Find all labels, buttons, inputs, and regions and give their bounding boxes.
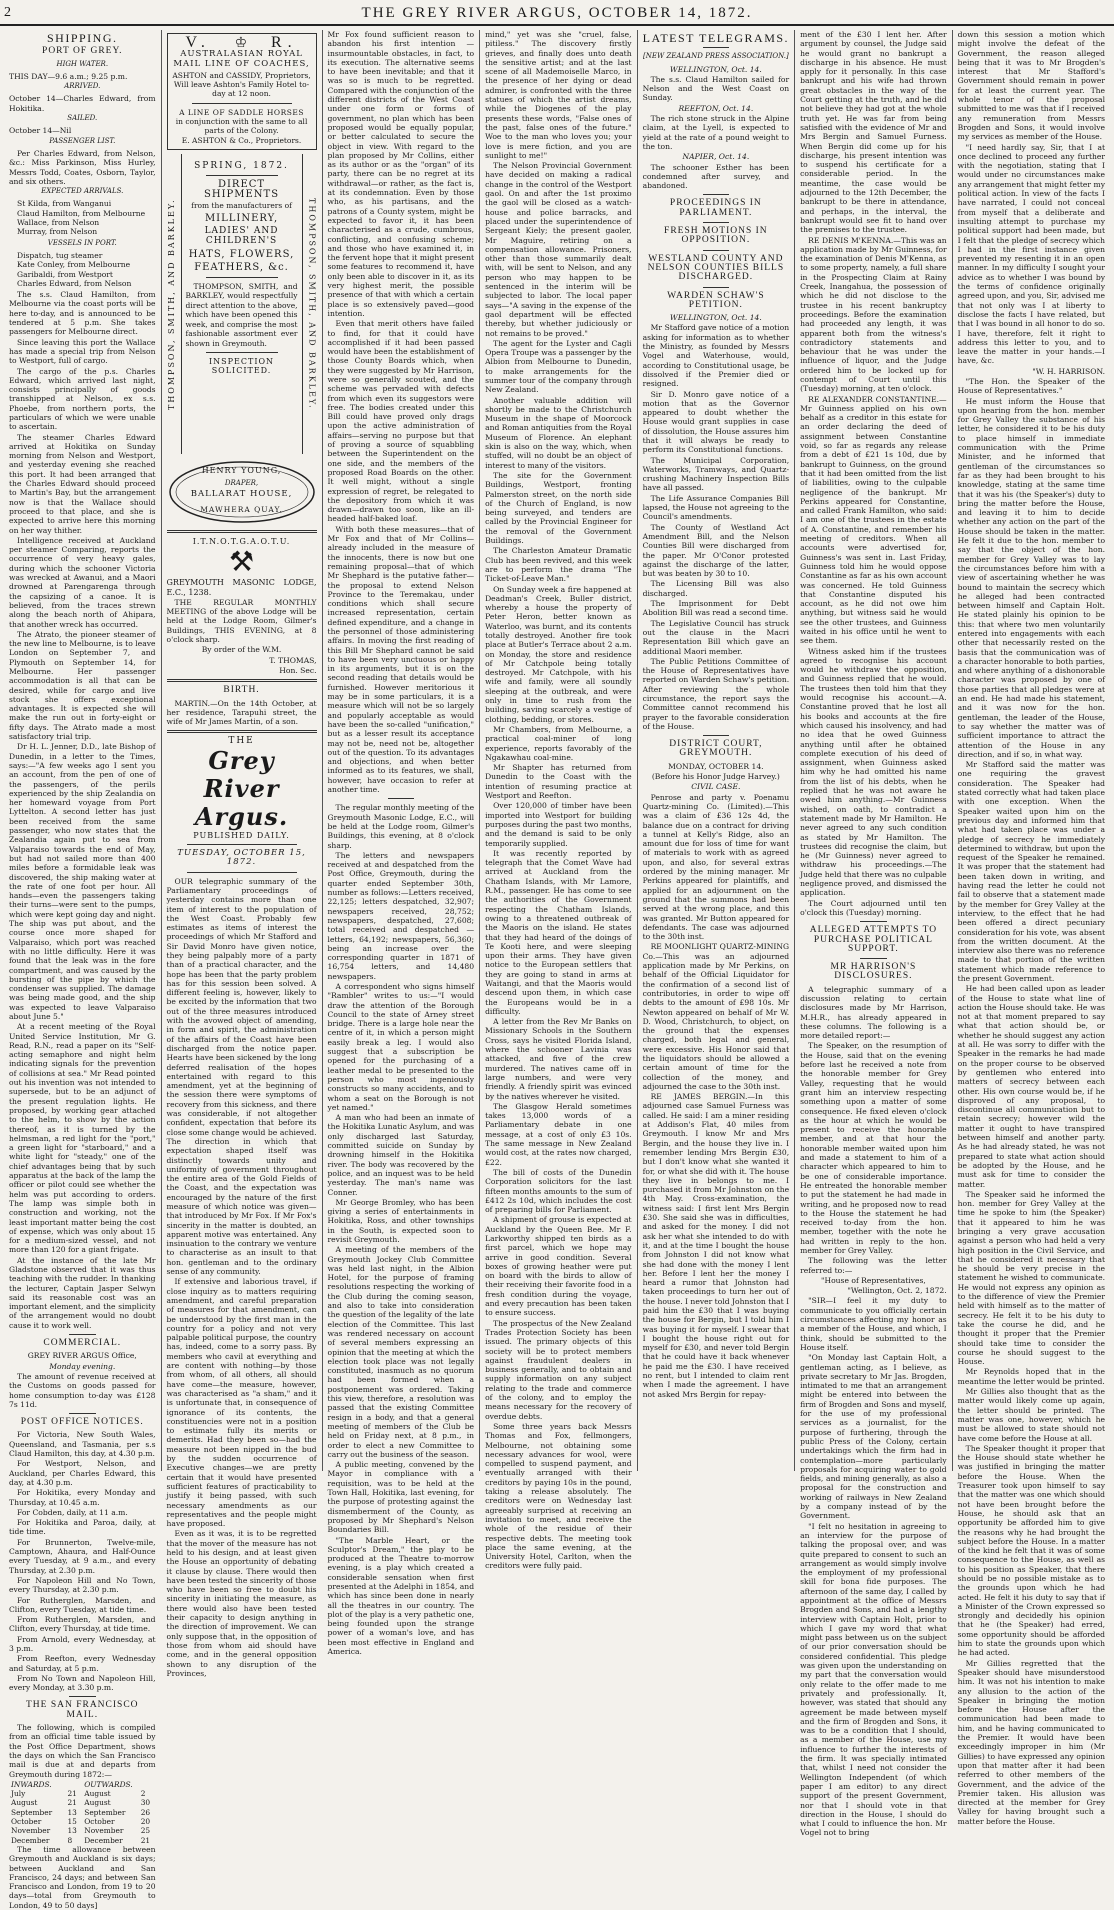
cell: November [11, 1826, 51, 1836]
direct-heading: DIRECT SHIPMENTS [204, 179, 280, 200]
disclosures-heading: MR HARRISON'S DISCLOSURES. [830, 962, 917, 982]
coach-advertisement [167, 33, 317, 150]
coat-of-arms-icon: ♔ [234, 36, 248, 51]
masthead [0, 0, 1114, 26]
millinery-line: MILLINERY, [204, 213, 279, 225]
parliament-dateline: WELLINGTON, Oct. 14. [669, 313, 762, 323]
post-notice: For Westport, Nelson, and Auckland, per Charles Edward, this day, at 4.30 p.m. [9, 1459, 156, 1487]
mawhera-quay: MAWHERA QUAY. [200, 504, 283, 514]
vertical-firm-name: THOMPSON, SMITH, AND BARKLEY. [307, 198, 317, 410]
cell: 20 [140, 1817, 151, 1827]
crest-letter-v: V. [185, 34, 211, 51]
post-notice: For Victoria, New South Wales, Queensland, and Tasmania, per s.s Claud Hamilton, this day, at 4.30 p.m. [9, 1430, 156, 1459]
paper-dateline: TUESDAY, OCTOBER 15, 1872. [177, 848, 306, 868]
column-4 [480, 30, 638, 1571]
post-notice: For Cobden, daily, at 11 a.m. [17, 1507, 128, 1517]
post-notice: From Rutherglen, Marsden, and Clifton, every Thursday, at tide time. [9, 1615, 156, 1634]
article-paragraph: It was recently reported by telegraph that the Comet Wave had arrived at Auckland from the Chatham Islands, with Mr Lamore, R.M., passenger. He has come to see the authorities of the Government respecting the Chatham Islands, owing to a threatened outbreak of the Maoris on the island. He states that they had heard of the doings of Te Kooti here, and were sleeping upon their arms. They have given notice to the European settlers that they are going to stand in arms at Waitangi, and that the Maoris would descend upon them, in which case the Europeans would be in a difficulty. [485, 848, 632, 1016]
article-paragraph: The regular monthly meeting of the Greymouth Masonic Lodge, E.C., will be held at the Lodge room, Gilmer's Buildings, this evening, at 8 o'clock sharp. [327, 803, 475, 850]
article-paragraph: A telegraphic summary of a discussion relating to certain disclosures made by Mr Harrison, M.H.R., has already appeared in these columns. The following is a more detailed report:— [800, 984, 947, 1041]
divider [703, 222, 730, 223]
vertical-firm-name: THOMPSON, SMITH, AND BARKLEY. [166, 198, 176, 410]
post-office-heading: POST OFFICE NOTICES. [20, 1417, 144, 1428]
warden-heading: WARDEN SCHAW'S PETITION. [667, 290, 765, 310]
from-makers: from the manufacturers of [191, 200, 292, 210]
cell: 15 [67, 1817, 77, 1827]
article-paragraph: Mr Chambers, from Melbourne, a practical coal-miner of long experience, reports favorably of the Ngakawhau coal-mine. [485, 724, 632, 762]
letter-paragraph: "SIR—I feel it my duty to communicate to you officially certain circumstances affecting my honor as a member of the House, and which, I think, should be submitted to the House itself. [800, 1296, 947, 1352]
telegram-text: The rich stone struck in the Alpine claim, at the Lyell, is expected to yield at the rate of a pound weight to the ton. [642, 114, 790, 151]
shipping-news: At a recent meeting of the Royal United Service Institution, Mr G. Read, R.N., read a paper on its "Self-acting semaphore and night helm indicating signals for the prevention of collisions at sea." Mr Read pointed out his invention was not intended to supersede, but to be an adjunct of the present regulation lights. He proposed, by working gear attached to the helm, to show by the action thereof, as it is turned by the helmsman, a red light for the "port," a green light for "starboard," and a white light for "steady," one of the chief advantages being that by such apparatus at the back of the lamp the officer or pilot could see whether the helm was put according to orders. The lamp was simple both in construction and working, not the least important matter being the cost of expense, which was only about 15 for a medium-sized vessel, and not more than 120 for a giant frigate. [9, 1022, 156, 1255]
divider [703, 47, 730, 48]
shipping-heading: SHIPPING. [47, 31, 118, 45]
column-2 [162, 30, 323, 1678]
column-5 [638, 30, 796, 1471]
article-paragraph: The bill of costs of the Dunedin Corporation solicitors for the last fifteen months amounts to the sum of £412 2s 10d, which includes the cost of preparing bills for Parliament. [485, 1167, 632, 1215]
cell: August [84, 1789, 111, 1799]
inport-heading: VESSELS IN PORT. [47, 238, 117, 247]
list-item: Charles Edward, from Nelson [17, 278, 132, 288]
cell: October [84, 1817, 115, 1827]
lodge-heading: GREYMOUTH MASONIC LODGE, E.C., 1238. [166, 578, 317, 597]
feathers-line: FEATHERS, &c. [194, 262, 289, 274]
high-water-heading: HIGH WATER. [56, 59, 109, 68]
divider [167, 679, 317, 682]
table-row [9, 1836, 156, 1845]
cell: December [84, 1835, 123, 1845]
commercial-heading: COMMERCIAL. [43, 1338, 122, 1349]
divider [167, 530, 317, 533]
paper-name: Grey River Argus. [194, 745, 289, 831]
lodge-secretary: Hon. Sec. [279, 665, 317, 675]
list-item: Murray, from Nelson [17, 227, 98, 237]
letter-paragraph: "On Monday last Captain Holt, a gentleman acting, as I believe, as private secretary to Mr Jas. Brogden, intimated to me that an arrangement might be entered into between the firm of Brogden and Sons and myself, for the use of my professional services as a journalist, for the purpose of furthering, through the public Press of the Colony, certain undertakings which the firm had in contemplation—more particularly proposals for acquiring water to gold fields, and mining generally, as also a proposal for the construction and working of railways in New Zealand by a company instead of by the Government. [800, 1353, 947, 1521]
parliament-item: The County of Westland Act Amendment Bill, and the Nelson Counties Bill were discharged from the paper. Mr O'Conor protested against the discharge of the latter, but was beaten by 30 to 10. [642, 522, 790, 579]
table-row [9, 1798, 156, 1807]
column-7 [953, 30, 1110, 1826]
lodge-text: THE REGULAR MONTHLY MEETING of the above Lodge will be held at the Lodge Room, Gilmer's Buildings, THIS EVENING, at 8 o'clock sharp. [166, 597, 317, 645]
letter-signature: "W. H. HARRISON. [1032, 366, 1106, 376]
shipping-news: The cargo of the p.s. Charles Edward, which arrived last night, consists principally of goods transhipped at Nelson, ex s.s. Phoebe, from northern ports, the particulars of which we were unable to ascertain. [9, 366, 156, 432]
article-paragraph: The Speaker, on the resumption of the House, said that on the evening before last he received a note from the honorable member for Grey Valley, requesting that he would grant him an interview respecting something upon a matter of some consequence. He fixed eleven o'clock as the hour at which he would be present to receive the honorable member, and at that hour the honorable member waited upon him and made a statement to him of a character which appeared to him to be one of considerable importance. He entreated the honorable member to put the statement he had made in writing, and he proposed now to read to the House the statement he had received to-day from the hon. member, together with the note he had written in reply to the hon. member for Grey Valley. [800, 1041, 947, 1255]
cell: 26 [140, 1807, 151, 1817]
divider [860, 958, 887, 959]
letter-recipient: "The Hon. the Speaker of the House of Representatives." [957, 376, 1106, 396]
post-notice: For Napoleon Hill and No Town, every Thursday, at 2.30 p.m. [9, 1575, 156, 1595]
article-paragraph: Mr Gillies also thought that as the matter would likely come up again, the letter should be printed. The matter was one, however, which he must be allowed to state should not have come before the House at all. [957, 1387, 1106, 1443]
parliament-item: The Legislative Council has struck out the clause in the Macri Representation Bill which gave an additional Maori member. [642, 618, 790, 656]
list-item: Wallace, from Nelson [17, 218, 100, 228]
court-heading: DISTRICT COURT, GREYMOUTH. [669, 739, 763, 759]
col-header: OUTWARDS. [84, 1779, 133, 1789]
telegrams-heading: LATEST TELEGRAMS. [642, 31, 790, 45]
letter-paragraph: "I felt no hesitation in agreeing to an interview for the purpose of talking the proposal over, and was quite prepared to consent to such an arrangement as would simply involve the employment of my professional skill for bona fide purposes. The afternoon of the same day, I called by appointment at the office of Messrs Brogden and Sons, and had a lengthy interview with Captain Holt, prior to which I gave my word that what might pass between us on the subject of our prior conversation should be considered confidential. This pledge was given upon the understanding on my part that the conversation would only relate to the offer made to me privately and professionally. It, however, was stated that should any agreement be made between myself and the firm of Brogden and Sons, it was to be a condition that I should, as a member of the House, use my influence to further the interests of the firm. It was specially intimated that, whilst I need not consider the Wellington Independent (of which paper I am editor) to any direct support of the present Government, nor that I should vote in that direction in the House, I should do what I could to influence the hon. Mr Vogel not to bring [800, 1521, 947, 1838]
divider [69, 1413, 96, 1414]
list-item: Claud Hamilton, from Melbourne [17, 208, 146, 218]
millinery-advertisement [167, 154, 317, 454]
paper-published: PUBLISHED DAILY. [193, 830, 290, 840]
court-date: MONDAY, OCTOBER 14. [668, 761, 764, 771]
table-row [9, 1808, 156, 1817]
article-paragraph: Some three years back Messrs Thomas and Fox, fellmongers, Melbourne, not obtaining some necessary advances for wool, were compelled to suspend payment, and eventually arranged with their creditors by paying 10s in the pound, taking a release absolutely. The creditors were on Wednesday last agreeably surprised at receiving an invitation to meet, and receive the whole of the residue of their respective debts. The meeting took place the same evening, at the University Hotel, Carlton, when the creditors were fully paid. [485, 1421, 632, 1571]
divider [860, 921, 887, 922]
table-row [9, 1817, 156, 1826]
article-paragraph: He must inform the House that upon hearing from the hon. member for Grey Valley the substance of his letter, he considered it to be his duty to place himself in immediate communication with the Prime Minister, and he informed that gentleman of the circumstances so far as they had been brought to his knowledge, stating at the same time that it was his (the Speaker's) duty to bring the matter before the House, and leaving it to him to decide whether any action on the part of the House should be taken in the matter. He felt it due to the hon. member to say that the object of the hon. member for Grey Valley was to lay the circumstances before him with a view of ascertaining whether he was bound to maintain the secrecy which he alleged had been contracted between himself and Captain Holt. He stated plainly his opinion to be this: that where two men voluntarily entered into engagements with each other that necessarily rested on the basis that the communication was of a character honorable to both parties, and where anything of a dishonorable character was proposed by one of those parties that all pledges were at an end. He had made his statement, and it was now for the hon. gentleman, the leader of the House, to say whether the matter was of sufficient importance to attract the attention of the House in any direction, and if so, in what way. [957, 396, 1106, 759]
ballarat-house: BALLARAT HOUSE, [190, 488, 293, 499]
divider [206, 352, 278, 353]
article-paragraph: The Glasgow Herald sometimes takes 13,000 words of a Parliamentary debate in one message, at a cost of only £3 10s. The same message in New Zealand would cost, at the rates now charged, £22. [485, 1101, 632, 1167]
shipping-news: Dr H. L. Jenner, D.D., late Bishop of Dunedin, in a letter to the Times, says:—"A few weeks ago I sent you an account, from the pen of one of the passengers, of the perils experienced by the ship Zealandia on her homeward voyage from Port Lyttelton. A second letter has just been received from the same passenger, who now states that the Zealandia again put to sea from Valparaiso towards the end of May, but had not sailed more than 400 miles before a formidable leak was discovered, the ship making water at the rate of one foot per hour. All hands—even the passengers taking their turns—were sent to the pumps, which were kept going day and night. The ship was put about, and the course once more shaped for Valparaiso, which port was reached with no little difficulty. Here it was found that the leak was in the fore compartment, and was caused by the bursting of the pipe by which the condenser was supplied. The damage was being made good, and the ship was expected to leave Valparaiso about June 5." [9, 742, 156, 1021]
article-paragraph: A letter from the Rev Mr Banks on Missionary Schools in the Southern Cross, says he visited Florida Island, where the schooner Lavinia was attacked, and five of the crew murdered. The natives came off in large numbers, and were very friendly. A friendly spirit was evinced by the natives wherever he visited. [485, 1017, 632, 1101]
draper-label: DRAPER, [224, 478, 259, 487]
masonic-compass-icon: ⚒ [228, 545, 255, 579]
article-paragraph: The Speaker said he informed the hon. member for Grey Valley at the time he spoke to him (the Speaker) that it appeared to him he was bringing a very grave accusation against a person who had held a very high position in the Civil Service, and that he considered it necessary that he should be very precise in the statement he wished to communicate. He would not express any opinion as to the difference of view the Premier held with himself as to the matter of secrecy. He felt it to be his duty to take the course he did, and he thought it proper that the Premier should take time to consider the course he should suggest to the House. [957, 1189, 1106, 1367]
birth-heading: BIRTH. [223, 685, 260, 696]
henry-young-name: HENRY YOUNG, [201, 465, 282, 475]
paper-title-block [167, 737, 317, 840]
divider [69, 1334, 96, 1335]
article-paragraph: With both these measures—that of Mr Fox and that of Mr Collins—already included in the measure of the innocents, there is now but one remaining proposal—that of which Mr Shephard is the putative father—the proposal to extend Nelson Province to the Teremakau, under conditions which shall secure increased representation, certain defined expenditure, and a change in the personnel of those administering affairs. In moving the first reading of this Bill Mr Shephard cannot be said to have been very unctuous or happy in its arguments, but it is on the second reading that details would be furnished. However meritorious it may be in some particulars, it is a measure which will not be so largely and popularly acceptable as would have been the so-called "unification," but as a lesser result its acceptance may not be, need not be, altogether out of the question. To its advantages and objections, and when better informed as to its features, we shall, however, have occasion to refer at another time. [327, 524, 475, 795]
telegram-dateline: NAPIER, Oct. 14. [682, 152, 750, 162]
article-paragraph: "The Marble Heart, or the Sculptor's Dream," the play to be produced at the Theatre to-morrow evening, is a play which created a considerable sensation when first presented at the Adelphi in 1854, and which has since been done in nearly all the theatres in our country. The plot of the play is a very pathetic one, being founded upon the strange power of a woman's love, and has been most effective in England and America. [327, 1535, 475, 1657]
article-paragraph: On Sunday week a fire happened at Deadman's Creek, Buller district, whereby a house the property of Peter Heron, better known as Waterloo, was burnt, and its contents totally destroyed. Another fire took place at Butler's Terrace about 2 a.m. on Monday, the store and residence of Mr Catchpole being totally destroyed. Mr Catchpole, with his wife and family, were all soundly sleeping at the outbreak, and were only in time to rush from the building, saving scarcely a vestige of clothing, bedding, or stores. [485, 584, 632, 724]
article-paragraph: Over 120,000 of timber have been imported into Westport for building purposes during the past two months, and the demand is said to be only temporarily supplied. [485, 801, 632, 848]
table-header [9, 1780, 156, 1789]
article-paragraph: Mr Reynolds hoped that in the meantime the letter would be printed. [957, 1367, 1106, 1386]
article-paragraph: The agent for the Lyster and Cagli Opera Troupe was a passenger by the Albion from Melbourne to Dunedin, to make arrangements for the summer tour of the company through New Zealand. [485, 338, 632, 395]
page-number: 2 [4, 5, 11, 20]
table-row [9, 1789, 156, 1798]
article-paragraph: He had been called upon as leader of the House to state what line of action the House should take. He was not at that moment prepared to say what that action should be, or whether he should suggest any action at all. He was sorry to differ with the Speaker in the remarks he had made on the proper course to be observed by gentlemen who entered into matters of secrecy between each other. His own course would be, if he disproved of any proposal, to discontinue all communication but to retain secrecy; however wild the matter it ought to have transpired between himself and another party. As he had already stated, he was not prepared to state what action should be adopted by the House, and he must ask for time to consider the matter. [957, 984, 1106, 1189]
parliament-heading: PROCEEDINGS IN PARLIAMENT. [669, 198, 762, 218]
parliament-item: The Imprisonment for Debt Abolition Bill was read a second time. [642, 599, 790, 618]
letter-address: "House of Representatives, [820, 1275, 926, 1285]
cell: 21 [67, 1789, 77, 1799]
article-paragraph: Another valuable addition will shortly be made to the Christchurch Museum in the shape of Moorcock and Roman antiquities from the Royal Museum of Florence. An elephant skin is also on the way, which, when stuffed, will no doubt be an object of interest to many of the visitors. [485, 395, 632, 470]
commercial-text: The amount of revenue received at the Customs on goods passed for home consumption to-day was £128 7s 11d. [9, 1371, 156, 1409]
article-paragraph: "I need hardly say, Sir, that I at once declined to proceed any further with the negotiation, stating that I would under no circumstances make any arrangement that might fetter my political action. In view of the facts I have narrated, I could not conceal from myself that a deliberate and insulting attempt to purchase my political support had been made, but I felt that the pledge of secrecy which I had in the first instance given prevented my resenting it in an open manner. In my difficulty I sought your advice as to whether I was bound by the terms of confidence originally agreed upon, and you, Sir, advised me that not only was I at liberty to disclose the facts I have related, but that I was bound in all honor to do so. I have, therefore, felt it right to address this letter to you, and to leave the matter in your hands.—I have, &c. [957, 142, 1106, 366]
cell: September [11, 1807, 53, 1817]
ladies-line: LADIES' AND CHILDREN'S [204, 226, 279, 246]
list-item: St Kilda, from Wanganui [17, 199, 112, 209]
divider [187, 844, 297, 845]
post-notice: For Hokitika, every Monday and Thursday, at 10.45 a.m. [9, 1488, 156, 1507]
paper-the: THE [228, 736, 255, 747]
sailed-line: October 14—Nil [9, 126, 72, 136]
crest-letter-r: R. [270, 34, 298, 51]
column-1 [4, 30, 162, 1910]
mail-title: AUSTRALASIAN ROYAL MAIL LINE OF COACHES, [173, 49, 310, 69]
port-heading: PORT OF GREY. [42, 46, 123, 57]
court-case: ment of the £30 I lent her. After argument by counsel, the Judge said he would grant no bankrupt a discharge in his absence. He must apply for it personally. In this case bankrupt and his wife had thrown great obstacles in the way of the Court getting at the truth, and he did not believe they had got at the whole truth yet. He was far from being satisfied with the evidence of Mr and Mrs Bergin and Samuel Furness. When Bergin did come up for his discharge, his present intention was to suspend his certificate for a considerable period. In the meantime, the case would be adjourned to the 12th December, the bankrupt to be there in attendance, and perhaps, in the interval, the bankrupt would see fit to hand over the premises to the trustee. [800, 30, 947, 235]
article-paragraph: A correspondent who signs himself "Rambler" writes to us:—"I would draw the attention of the Borough Council to the state of Arney street bridge. There is a large hole near the centre of it, in which a person might easily break a leg. I would also suggest that a subscription be opened for the purchasing of a leather medal to be presented to the person who most ingeniously constructs so many accidents, and to whom a seat on the Borough is not yet named." [327, 981, 475, 1112]
article-paragraph: A public meeting, convened by the Mayor in compliance with a requisition, was to be held at the Town Hall, Hokitika, last evening, for the purpose of protesting against the dismemberment of the County, as proposed by Mr Shephard's Nelson Boundaries Bill. [327, 1460, 475, 1535]
expected-heading: EXPECTED ARRIVALS. [41, 187, 124, 196]
court-case: Penrose and party v. Poenamu Quartz-mining Co. (Limited).—This was a claim of £36 12s 4d, the balance due on a contract for driving a tunnel at Kelly's Ridge, also an amount due for loss of time for want of materials to work with as agreed upon, and also, for several extras ordered by the mining manager. Mr Perkins appeared for plaintiffs, and applied for an adjournment on the ground that the summons had been served at the wrong place, and this was granted. Mr Button appeared for defendants. The case was adjourned to the 30th inst. [642, 792, 790, 942]
col-header: INWARDS. [11, 1779, 52, 1789]
cell: October [11, 1817, 42, 1827]
court-case: The Court adjourned until ten o'clock this (Tuesday) morning. [800, 898, 947, 917]
article-paragraph: The Speaker thought it proper that the House should state whether he was justified in bringing the matter before the House. When the Treasurer took upon himself to say that the matter was one which should not have been brought before the House, he should ask that an opportunity be afforded him to give the reasons why he had brought the subject before the House. In a matter of the kind he felt that it was of some consequence to the House, as well as to his position as Speaker, that there should be no possible mistake as to the grounds upon which he had acted. He felt it his duty to say that if a Minister of the Crown expressed so strongly and decidedly his opinion that he (the Speaker) had erred, some opportunity should be afforded him to state the grounds upon which he had acted. [957, 1443, 1106, 1658]
saddle-signature: E. ASHTON & Co., Proprietors. [181, 135, 302, 145]
telegram-text: The s.s. Claud Hamilton sailed for Nelson and the West Coast on Sunday. [642, 74, 790, 103]
spring-heading: SPRING, 1872. [194, 160, 289, 171]
article-paragraph: Mr George Bromley, who has been giving a series of entertainments in Hokitika, Ross, and other townships in the South, is expected soon to revisit Greymouth. [327, 1197, 475, 1244]
parliament-item: The Public Petitions Committee of the House of Representatives have reported on Warden Schaw's petition. After reviewing the whole circumstance, the report says the Committee cannot recommend his prayer to the favorable consideration of the House. [642, 656, 790, 731]
arrived-line: October 14—Charles Edward, from Hokitika. [9, 94, 156, 113]
cell: November [84, 1826, 124, 1836]
article-paragraph: A shipment of grouse is expected at Auckland by the Queen Bee. Mr F. Larkworthy shipped ten birds as a first parcel, which we hope may arrive in good condition. Several boxes of growing heather were put on board with the birds to allow of their receiving their favorite food in a fresh condition during the voyage, and every precaution has been taken to ensure success. [485, 1215, 632, 1318]
cell: September [84, 1807, 126, 1817]
article-paragraph: A meeting of the members of the Greymouth Jockey Club Committee was held last night, in the Albion Hotel, for the purpose of framing resolutions respecting the working of the Club during the coming season, and also to take into consideration the question of the legality of the late election of the Committee. This last was rendered necessary on account of several members expressing an opinion that the meeting at which the election took place was not legally constituted, inasmuch as no quorum had been formed when a postponement was ordered. Taking this view, therefore, a resolution was passed that the existing Committee resign in a body, and that a general meeting of members of the Club be held on Friday next, at 8 p.m., in order to elect a new Committee to carry out the business of the season. [327, 1245, 475, 1459]
parliament-item: The Municipal Corporation, Waterworks, Tramways, and Quartz-crushing Machinery Inspection Bills have all passed. [642, 455, 790, 493]
article-paragraph: The Charleston Amateur Dramatic Club has been revived, and this week are to perform the drama "The Ticket-of-Leave Man." [485, 546, 632, 584]
court-case: RE DENIS M'KENNA.—This was an application made by Mr Guinness, for the examination of Denis M'Kenna, as to some property, namely, a full share in the Prospecting Claim at Rainy Creek, Inangahua, the possession of which he did not disclose to the trustee in his recent bankruptcy proceedings. Before the examination had proceeded any length, it was apparent both from the witness's contradictory statements and behaviour that he was under the influence of liquor, and the Judge ordered him to be locked up for contempt of Court until this (Tuesday) morning, at ten o'clock. [800, 235, 947, 394]
post-notice: For Brunnerton, Twelve-mile, Camptown, Ahaura, and Half-Ounce every Tuesday, at 9 a.m., and every Thursday, at 2.30 p.m. [9, 1537, 156, 1575]
cell: 21 [140, 1835, 151, 1845]
saddle-text: in conjunction with the same to all parts of the Colony. [175, 117, 308, 136]
divider [187, 872, 297, 873]
court-judge: (Before his Honor Judge Harvey.) [651, 772, 780, 782]
royal-crest [172, 34, 312, 51]
post-notice: For Hokitika and Paroa, daily, at tide time. [9, 1518, 156, 1537]
post-notice: For Rutherglen, Marsden, and Clifton, every Tuesday, at tide time. [9, 1595, 156, 1614]
newspaper-page [4, 30, 1110, 1910]
arrived-heading: ARRIVED. [64, 82, 101, 91]
article-paragraph: The site for the Government Buildings, Westport, fronting Palmerston street, on the north side of the Church of England, is now being surveyed, and tenders are called by the Provincial Engineer for the removal of the Government Buildings. [485, 470, 632, 546]
court-case: RE ALEXANDER CONSTANTINE.—Mr Guinness applied on his own behalf as a creditor in this estate for an order declaring the deed of assignment between Constantine void, so far as regards any release from a debt of £21 1s 10d, due by bankrupt to Guinness, on the ground that it had been omitted from the list of liabilities, owing to the culpable negligence of the bankrupt. Mr Perkins appeared for Constantine, and called Frank Hamilton, who said: I am one of the trustees in the estate of A. Constantine, and remember his meeting of creditors. When all accounts were advertised for, Guinness's was sent in. Last Friday, Guinness told him he would oppose Constantine as far as his own account was concerned. He told Guinness that Constantine disputed his account, as he did not owe him anything, but witness said he would see the other trustees, and Guinness waited in his office until he went to see them. [800, 394, 947, 646]
court-civil: CIVIL CASE. [691, 782, 741, 792]
cell: August [84, 1798, 111, 1808]
shipping-news: The s.s. Claud Hamilton, from Melbourne via the coast ports will be here to-day, and is announced to be tendered at 5 p.m. She takes passengers for Melbourne direct. [9, 290, 156, 337]
column-6 [795, 30, 953, 1838]
inspection-line: INSPECTION SOLICITED. [209, 357, 275, 376]
lodge-initials: I.T.N.O.T.G.A.O.T.U. [192, 536, 291, 546]
court-case: RE MOONLIGHT QUARTZ-MINING Co.—This was an adjourned application made by Mr Perkins, on behalf of the Official Liquidator for the confirmation of a second list of contributories, in order to wipe off debts to the amount of £98 10s. Mr Newton appeared on behalf of Mr W. D. Wood, Christchurch, to object, on the ground that the expenses charged, both legal and general, were excessive. His Honor said that the liquidators should be allowed a certain amount of time for the collection of the money, and adjourned the case to the 30th inst. [642, 942, 790, 1091]
mail-owners: ASHTON and CASSIDY, Proprietors, [172, 70, 311, 80]
shipping-news: The Atrato, the pioneer steamer of the new line to Melbourne, is to leave London on September 7, and Plymouth on September 14, for Melbourne. Her passenger accommodation is all that can be desired, while for cargo and live stock she offers exceptional advantages. It is expected she will make the run out in forty-eight or fifty days. The Atrato made a most satisfactory trial trip. [9, 629, 156, 742]
article-paragraph: The letters and newspapers received at and despatched from the Post Office, Greymouth, during the quarter ended September 30th, number as follows:—Letters received, 22,125; letters despatched, 32,907; newspapers received, 28,752; newspapers, despatched, 27,608; total received and despatched — letters, 64,192; newspapers, 56,360; being an increase over the corresponding quarter in 1871 of 16,754 letters, and 14,480 newspapers. [327, 850, 475, 981]
divider [703, 194, 730, 195]
divider [206, 277, 278, 278]
divider [703, 735, 730, 736]
post-notice: From No Town and Napoleon Hill, every Monday, at 3.30 p.m. [9, 1673, 156, 1693]
letter-date: "Wellington, Oct. 2, 1872. [847, 1286, 947, 1296]
sanfran-footer: The time allowance between Greymouth and Auckland is six days; between Auckland and San Francisco, 24 days; and between San Francisco and London, from 19 to 20 days—total from Greymouth to London, 49 to 50 days] [9, 1844, 156, 1910]
cell: 30 [140, 1798, 151, 1808]
editorial-paragraph: Even as it was, it is to be regretted that the mover of the measure has not held to his design, and at least given the House an opportunity of debating it clause by clause. There would then have been tested the sincerity of those who have been so free to doubt his sincerity in initiating the measure, as there would also have been tested their capacity to design anything in the direction of improvement. We can only suppose that, in the opposition of those from whom aid should have come, and in the general opposition shown to any disruption of the Provinces, [166, 1529, 317, 1678]
article-paragraph: Even that merit others have failed to find, for that it could have accomplished if it had been passed would have been the establishment of those County Boards which, when they were suggested by Mr Harrison, were so generally scouted, and the scheme was pervaded with defects from which even its suggestors were free. The bodies created under this Bill could have proved only drags upon the active administration of affairs—serving no purpose but that of proving a source of squabbling between the Superintendent on the one side, and the members of the proposed Road Boards on the other. It well might, without a single expression of regret, be relegated to the depository from which it was drawn—drawn too soon, like an ill-headed half-baked loaf. [327, 319, 475, 524]
cell: 25 [140, 1826, 151, 1836]
lodge-signature: T. THOMAS, [269, 655, 317, 665]
telegram-text: The schooner Esther has been condemned after survey, and abandoned. [642, 162, 790, 191]
sanfran-table [9, 1780, 156, 1845]
parliament-item: The Licensing Bill was also discharged. [642, 579, 790, 598]
telegrams-source: [NEW ZEALAND PRESS ASSOCIATION.] [642, 52, 789, 61]
article-paragraph: down this session a motion which might involve the defeat of the Government, the reason alleged being that it was to Mr Brogden's interest that Mr Stafford's Government should remain in power for at least the current year. The whole tenor of the proposal submitted to me was that if I received any remuneration from Messrs Brogden and Sons, it would involve my services as member of the House. [957, 30, 1106, 142]
birth-notice: MARTIN.—On the 14th October, at her residence, Tarapuhi street, the wife of Mr James Martin, of a son. [166, 698, 317, 727]
sanfran-text: The following, which is compiled from an official time table issued by the Post Office Department, shows the days on which the San Francisco mail is due at and departs from Greymouth during 1872:— [9, 1723, 156, 1779]
parliament-item: The Life Assurance Companies Bill lapsed, the House not agreeing to the Council's amendments. [642, 493, 790, 522]
divider [206, 175, 278, 176]
cell: July [11, 1789, 26, 1799]
millinery-body [181, 154, 303, 454]
article-paragraph: A man who had been an inmate of the Hokitika Lunatic Asylum, and was only discharged last Saturday, committed suicide on Sunday by drowning himself in the Hokitika river. The body was recovered by the police, and an inquest was to be held yesterday. The man's name was Conner. [327, 1113, 475, 1197]
article-paragraph: Mr Stafford said the matter was one requiring the gravest consideration. The Speaker had stated correctly what had taken place with one exception. When the Speaker waited upon him on the previous day and informed him that what had taken place was under a pledge of secrecy he immediately determined to withdraw, but upon the request of the Speaker he remained. It was proper that the statement had been taken down in writing, and having read the letter he could not fail to observe that a statement made by the member for Grey Valley at the interview, to the effect that he had been offered a direct pecuniary consideration for his vote, was absent from the written document. At the interview also there was no reference made to that portion of the written statement which made reference to the present Government. [957, 760, 1106, 983]
high-water-line: THIS DAY—9.6 a.m.; 9.25 p.m. [9, 71, 128, 81]
sailed-heading: SAILED. [67, 114, 98, 123]
hats-line: HATS, FLOWERS, [188, 249, 295, 261]
article-paragraph: The prospectus of the New Zealand Trades Protection Society has been issued. The primary objects of this society will be to protect members against fraudulent dealers in business generally, and to obtain and supply information on any subject relating to the trade and commerce of the colony, and to employ the means necessary for the recovery of overdue debts. [485, 1318, 632, 1421]
fresh-motions-heading: FRESH MOTIONS IN OPPOSITION. [664, 226, 768, 246]
list-item: Kate Conley, from Melbourne [17, 260, 131, 270]
mail-text: Will leave Ashton's Family Hotel to-day at 12 noon. [173, 80, 310, 99]
divider [167, 730, 317, 733]
cell: 2 [140, 1789, 146, 1799]
telegram-dateline: REEFTON, Oct. 14. [678, 103, 754, 113]
commercial-day: Monday evening. [49, 1361, 116, 1371]
court-case: Witness asked him if the trustees agreed to recognise his account would he withdraw the opposition, and Guinness replied that he would. The trustees then told him that they would recognise his account.—A. Constantine proved that he lost all his books and accounts at the fire which caused his insolvency, and had no idea that he owed Guinness anything until after he obtained complete execution of his deed of assignment, when Guinness asked him why he had omitted his name from the list of his debts, when he replied that he was not aware he owed him anything.—Mr Guinness wished, on oath, to contradict a statement made by Mr Hamilton. He never agreed to any such condition as stated by Mr Hamilton. The trustees did recognise the claim, but he (Mr Guinness) never agreed to withdraw his proceedings.—The Judge held that there was no culpable negligence proved, and dismissed the application. [800, 646, 947, 898]
table-row [9, 1826, 156, 1835]
post-notice: From Arnold, every Wednesday, at 3 p.m. [9, 1634, 156, 1653]
editorial-paragraph: OUR telegraphic summary of the Parliamentary proceedings of yesterday contains more than one item of interest to the population of the West Coast. Probably few estimates as items of interest the proceedings of which Mr Stafford and Sir David Monro have given notice, they being palpably more of a party than of a practical character, and the hope has been that the party problem has for this session been solved. A different feeling is, however, likely to be excited by the information that two out of the three measures introduced with the avowed object of amending, in form and spirit, the administration of the affairs of the Coast have been discharged from the notice paper. Hearts have been sickened by the long deferred realisation of the hopes entertained with regard to this amendment, yet at the beginning of the session there were symptoms of recovery from this sickness, and there was considerable, if not altogether confident, expectation that before its close some change would be achieved. The direction in which that expectation shaped itself was distinctly towards unity and uniformity of government throughout the entire area of the Gold Fields of the Coast, and the expectation was encouraged by the nature of the first measure of which notice was given—that introduced by Mr Fox. If Mr Fox's sincerity in the matter is doubted, an apparent motive was entertained. Any insinuation to the contrary we venture to characterise as an insult to that hon. gentleman and to the ordinary sense of any community. [166, 876, 317, 1277]
telegram-dateline: WELLINGTON, Oct. 14. [669, 64, 762, 74]
passenger-heading: PASSENGER LIST. [49, 136, 116, 145]
divider [192, 103, 292, 104]
cell: 8 [67, 1835, 73, 1845]
cell: 13 [67, 1826, 77, 1836]
parliament-item: Sir D. Monro gave notice of a motion that as the Governor appeared to doubt whether the House would grant supplies in case of dissolution, the House assures him that it will always be ready to perform its Constitutional functions. [642, 389, 790, 455]
lodge-order: By order of the W.M. [201, 645, 282, 655]
shipping-news: The steamer Charles Edward arrived at Hokitika on Sunday morning from Nelson and Westport, and yesterday evening she reached this port. It had been arranged that the Charles Edward should proceed to Martin's Bay, but the arrangement now is that the Wallace should proceed to that place, and she is expected to arrive here this morning on her way thither. [9, 432, 156, 535]
henry-young-stamp [167, 460, 317, 524]
westland-heading: WESTLAND COUNTY AND NELSON COUNTIES BILLS DISCHARGED. [647, 253, 785, 283]
court-case: RE JAMES BERGIN.—In this adjourned case Samuel Furness was called. He said: I am a miner residing at Addison's Flat, 40 miles from Greymouth. I know Mr and Mrs Bergin, and the house they live in. I remember lending Mrs Bergin £30, but I don't know what she wanted it for, or what she did with it. The house they live in belongs to me. I purchased it from Mr Johnston on the 4th May. Cross-examination, the witness said: I first lent Mrs Bergin £30. She said she was in difficulties, and asked for the money. I did not ask her what she intended to do with it, and at the time I bought the house from Johnston I did not know what she had done with the money I lent her. Before I lent her the money I heard a rumor that Johnston had taken proceedings to turn her out of the house. I never told Johnston that I paid him the £30 that I was buying the house for Bergin, but I told him I was buying it for myself. I swear that I bought the house right out for myself for £30, and never told Bergin that he could have it back whenever he paid me the £30. I have received no rent, but I intended to claim rent when I made the agreement. I have not asked Mrs Bergin for repay- [642, 1092, 790, 1399]
article-paragraph: The following was the letter referred to:— [800, 1256, 947, 1275]
divider [703, 250, 730, 251]
article-paragraph: mind," yet was she "cruel, false, pitiless." The discovery firstly grieves, and finally does unto death the sensitive artist; and at the last scene of all Mademoiselle Marco, in the presence of her dying or dead admirer, is confronted with the three statues of which the artist dreams, while the Diogenes of the play presents these words, "False ones of the past, false ones of the future." Woe to the man who loves you; your love is mere fiction, and you are sunlight to me!" [485, 30, 632, 160]
passenger-text: Per Charles Edward, from Nelson, &c.: Miss Parkinson, Miss Hurley, Messrs Todd, Coates, Osborn, Taylor, and six others. [9, 148, 156, 186]
divider [388, 798, 415, 799]
column-3 [323, 30, 481, 1657]
article-paragraph: Mr Shapter has returned from Dunedin to the Coast with the intention of resuming practice at Westport and Reefton. [485, 763, 632, 801]
cell: December [11, 1835, 50, 1845]
parliament-item: Mr Stafford gave notice of a motion asking for information as to whether the Ministry, as founded by Messrs Vogel and Waterhouse, would, according to Constitutional usage, be dissolved if the Premier died or resigned. [642, 323, 790, 389]
editorial-paragraph: If extensive and laborious travel, if close inquiry as to matters requiring amendment, and careful preparation of measures for that amendment, can be understood by the first man in the country for a policy and not very palpable political purpose, the country has, indeed, come to a sorry pass. By members who cavil at everything and are content with nothing—by those from whom, of all others, all should have come—the measure, however, was characterised as "a sham," and it is unfortunate that, in consequence of ignorance of its contents, the constituencies were not in a position to estimate fully its merits or demerits. Had they been so—had the measure not been nipped in the bud by the sudden occurrence of Executive changes—we are pretty certain that it would have presented sufficient features of practicability to justify it being passed, with such necessary amendments as our representatives and the people might have proposed. [166, 1277, 317, 1529]
post-notice: From Reefton, every Wednesday and Saturday, at 5 p.m. [9, 1654, 156, 1673]
alleged-heading: ALLEGED ATTEMPTS TO PURCHASE POLITICAL SUPPORT. [809, 925, 938, 954]
article-paragraph: Mr Fox found sufficient reason to abandon his first intention — insurmountable obstacles, in fact, to its execution. The alternative seems to have been inevitable; and that it was so is much to be regretted. Compared with the conjunction of the different districts of the West Coast under one form or forms of government, no plan which has been proposed would be equally popular, or better calculated to secure the object in view. With regard to the plan proposed by Mr Collins, either as its author or as the "organ" of its party, there can be no regret at its withdrawal—or rather, as the fact is, at its condemnation. Even by those who, as his partisans, and the patrons of a County system, might be expected to favor it, it has been characterised as a crude, cumbrous, conflicting, and confusing scheme; and those who have examined it, in the fervent hope that it might present some features to recommend it, have only been able to discover in it, as its very highest merit, the possible presence of that with which a certain place is so extensively paved—good intention. [327, 30, 475, 318]
cell: 21 [67, 1798, 77, 1808]
article-paragraph: Mr Gillies regretted that the Speaker should have misunderstood him. It was not his intention to make any allusion to the action of the Speaker in bringing the motion before the House after the communication had been made to him, and he having communicated to the Premier. It would have been exceedingly improper in him (Mr Gillies) to have expressed any opinion upon that matter after it had been referred to other members of the Government, and the advice of the Premier taken. His allusion was directed at the member for Grey Valley for having brought such a matter before the House. [957, 1658, 1106, 1826]
expected-list [17, 199, 156, 236]
commercial-office: GREY RIVER ARGUS Office, [27, 1351, 137, 1361]
list-item: Garibaldi, from Westport [17, 269, 113, 279]
divider [69, 1696, 96, 1697]
masthead-title: THE GREY RIVER ARGUS, OCTOBER 14, 1872. [361, 5, 753, 21]
shipping-news: Since leaving this port the Wallace has made a special trip from Nelson to Westport, full of cargo. [9, 337, 156, 366]
inport-list [17, 251, 156, 288]
millinery-text: THOMPSON, SMITH, and BARKLEY, would respectfully direct attention to the above, which have been opened this week, and comprise the most fashionable assortment ever shown in Greymouth. [185, 281, 298, 348]
saddle-heading: A LINE OF SADDLE HORSES [179, 107, 304, 117]
shipping-news: At the instance of the late Mr Gladstone observed that it was thus teaching with the rudder. In thanking the lecturer, Captain Jasper Selwyn said its reasonable cost was an important element, and the simplicity of the arrangement would no doubt cause it to work well. [9, 1255, 156, 1330]
divider [703, 287, 730, 288]
article-paragraph: The Nelson Provincial Government have decided on making a radical change in the control of the Westport gaol. On and after the 1st proximo the gaol will be closed as a watch-house and police barracks, and placed under the superintendence of Sergeant Kiely; the present gaoler, Mr Maguire, retiring on a compensation allowance. Prisoners, other than those summarily dealt with, will be sent to Nelson, and any person who may happen to be sentenced in the interim will be subjected to labor. The local paper says—"A saving in the expense of the gaol department will be effected thereby, but whether judiciously or not remains to be proved." [485, 161, 632, 338]
cell: 13 [67, 1807, 77, 1817]
list-item: Dispatch, tug steamer [17, 250, 103, 260]
sanfran-heading: THE SAN FRANCISCO MAIL. [25, 1700, 139, 1720]
shipping-news: Intelligence received at Auckland per steamer Comparing, reports the occurrence of very heavy gales, during which the schooner Victoria was wrecked at Awanui, and a Maori drowned at Parengarenga through the capsizing of a canoe. It is believed, from the traces strewn along the beach north of Ahipara, that another wreck has occurred. [9, 535, 156, 629]
cell: August [11, 1798, 38, 1808]
